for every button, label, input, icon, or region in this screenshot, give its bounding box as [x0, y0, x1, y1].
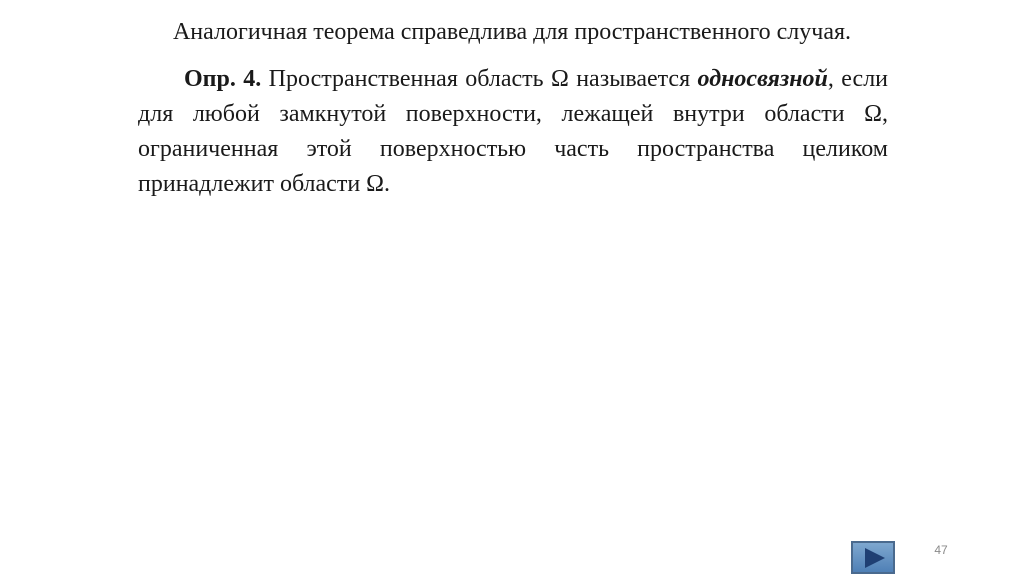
- page-number: 47: [934, 543, 948, 557]
- next-slide-button[interactable]: [851, 541, 895, 574]
- definition-term: односвязной: [697, 66, 828, 92]
- definition-paragraph: [138, 62, 888, 202]
- slide-heading: Аналогичная теорема справедлива для пространственного случая.: [172, 19, 852, 45]
- play-arrow-icon: [865, 548, 885, 568]
- definition-label: Опр. 4.: [184, 66, 262, 92]
- definition-text-after: , если для любой замкнутой поверхности, лежащей внутри области Ω, ограниченная этой поверхностью часть пространства целиком принадлежит области Ω.: [138, 66, 889, 197]
- definition-text-before: Пространственная область Ω называется: [261, 66, 698, 92]
